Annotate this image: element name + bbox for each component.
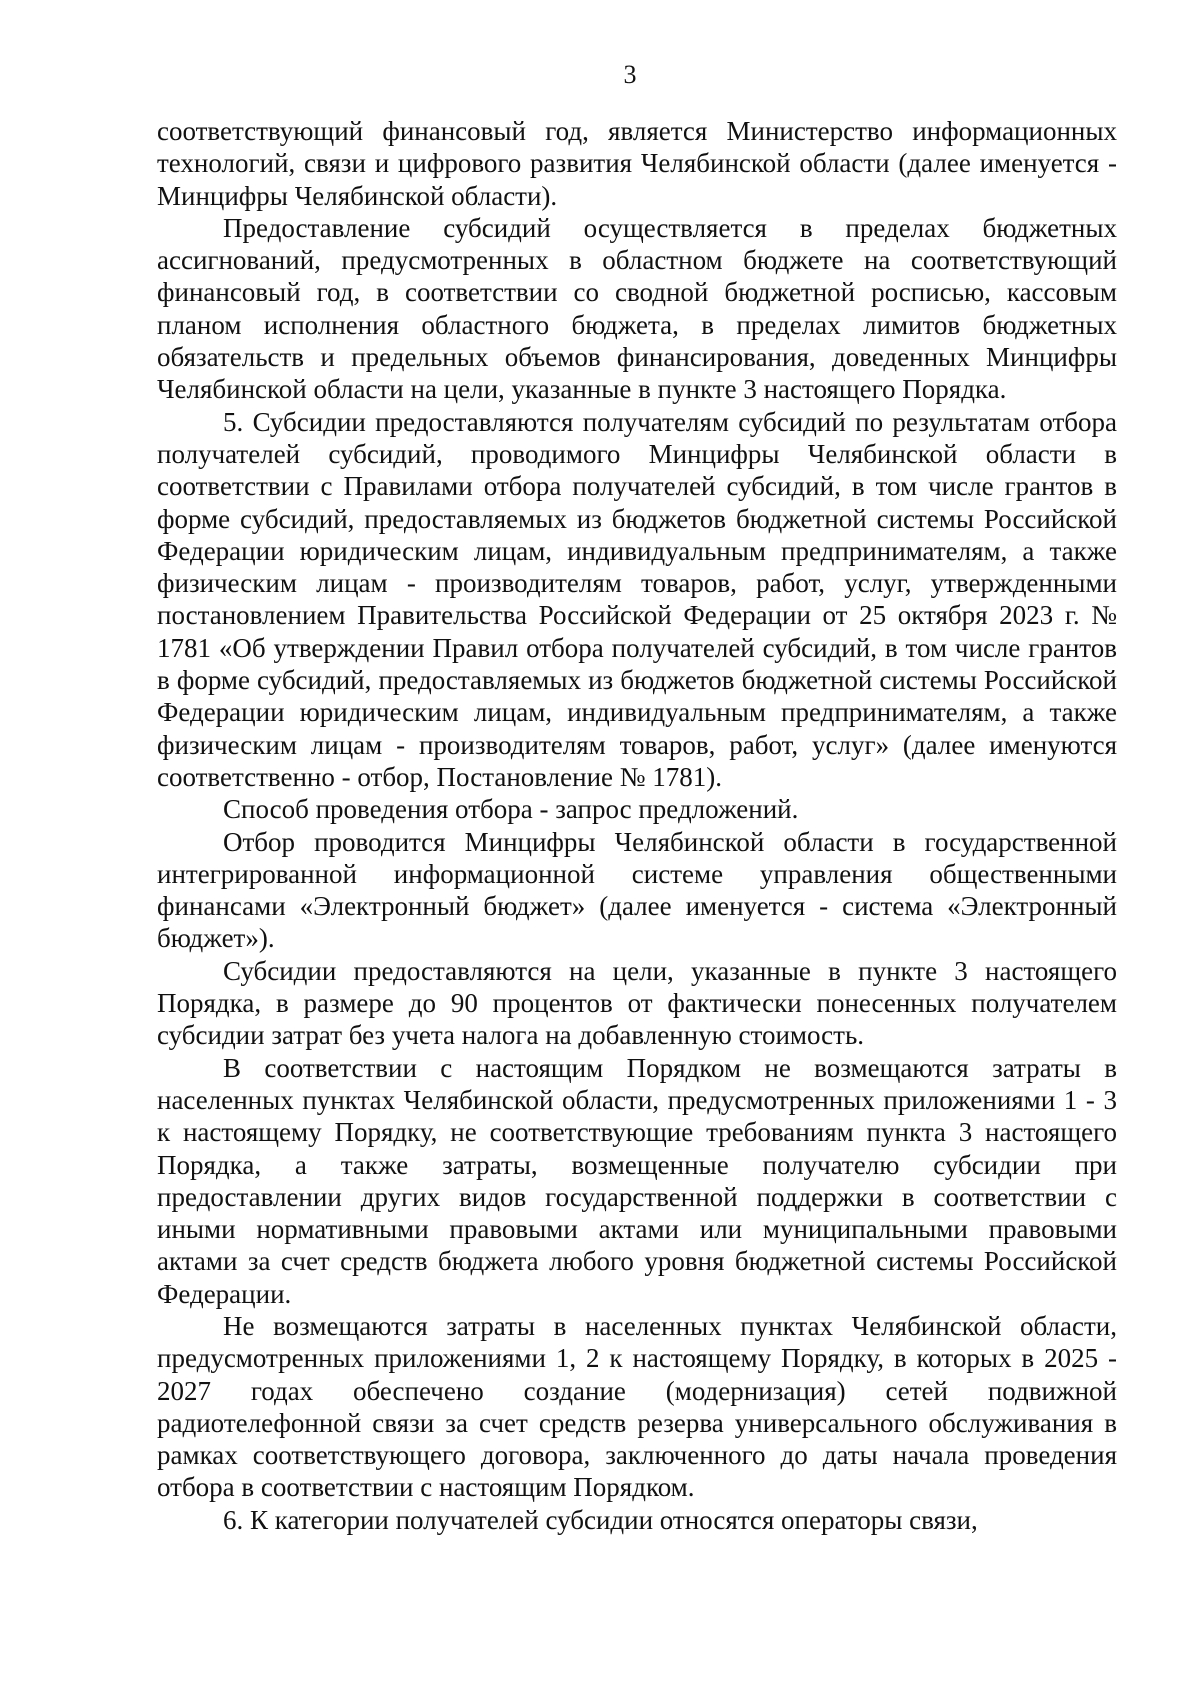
paragraph-continuation: соответствующий финансовый год, является Министерство информационных технологий, связи и цифрового развития Челябинской области (далее именуется - Минцифры Челябинской области). [157, 116, 1117, 211]
paragraph-subsidy-budget: Предоставление субсидий осуществляется в пределах бюджетных ассигнований, предусмотренных в областном бюджете на соответствующий финансовый год, в соответствии со сводной бюджетной росписью, кассовым планом исполнения областного бюджета, в пределах лимитов бюджетных обязательств и предельных объемов финансирования, доведенных Минцифры Челябинской области на цели, указанные в пункте 3 настоящего Порядка. [157, 212, 1117, 405]
document-body [157, 115, 1117, 1536]
paragraph-excluded-settlements: Не возмещаются затраты в населенных пунктах Челябинской области, предусмотренных приложениями 1, 2 к настоящему Порядку, в которых в 2025 - 2027 годах обеспечено создание (модернизация) сетей подвижной радиотелефонной связи за счет средств резерва универсального обслуживания в рамках соответствующего договора, заключенного до даты начала проведения отбора в соответствии с настоящим Порядком. [157, 1310, 1117, 1503]
paragraph-item-5: 5. Субсидии предоставляются получателям субсидий по результатам отбора получателей субсидий, проводимого Минцифры Челябинской области в соответствии с Правилами отбора получателей субсидий, в том числе грантов в форме субсидий, предоставляемых из бюджетов бюджетной системы Российской Федерации юридическим лицам, индивидуальным предпринимателям, а также физическим лицам - производителям товаров, работ, услуг, утвержденными постановлением Правительства Российской Федерации от 25 октября 2023 г. № 1781 «Об утверждении Правил отбора получателей субсидий, в том числе грантов в форме субсидий, предоставляемых из бюджетов бюджетной системы Российской Федерации юридическим лицам, индивидуальным предпринимателям, а также физическим лицам - производителям товаров, работ, услуг» (далее именуются соответственно - отбор, Постановление № 1781). [157, 406, 1117, 792]
paragraph-item-6: 6. К категории получателей субсидии относятся операторы связи, [223, 1504, 978, 1535]
paragraph-selection-method: Способ проведения отбора - запрос предложений. [223, 794, 799, 825]
page-number: 3 [623, 60, 637, 89]
paragraph-selection-system: Отбор проводится Минцифры Челябинской области в государственной интегрированной информационной системе управления общественными финансами «Электронный бюджет» (далее именуется - система «Электронный бюджет»). [157, 826, 1117, 954]
paragraph-subsidy-purpose: Субсидии предоставляются на цели, указанные в пункте 3 настоящего Порядка, в размере до 90 процентов от фактически понесенных получателем субсидии затрат без учета налога на добавленную стоимость. [157, 955, 1117, 1051]
paragraph-non-reimbursed-costs: В соответствии с настоящим Порядком не возмещаются затраты в населенных пунктах Челябинской области, предусмотренных приложениями 1 - 3 к настоящему Порядку, не соответствующие требованиям пункта 3 настоящего Порядка, а также затраты, возмещенные получателю субсидии при предоставлении других видов государственной поддержки в соответствии с иными нормативными правовыми актами или муниципальными правовыми актами за счет средств бюджета любого уровня бюджетной системы Российской Федерации. [157, 1052, 1117, 1309]
